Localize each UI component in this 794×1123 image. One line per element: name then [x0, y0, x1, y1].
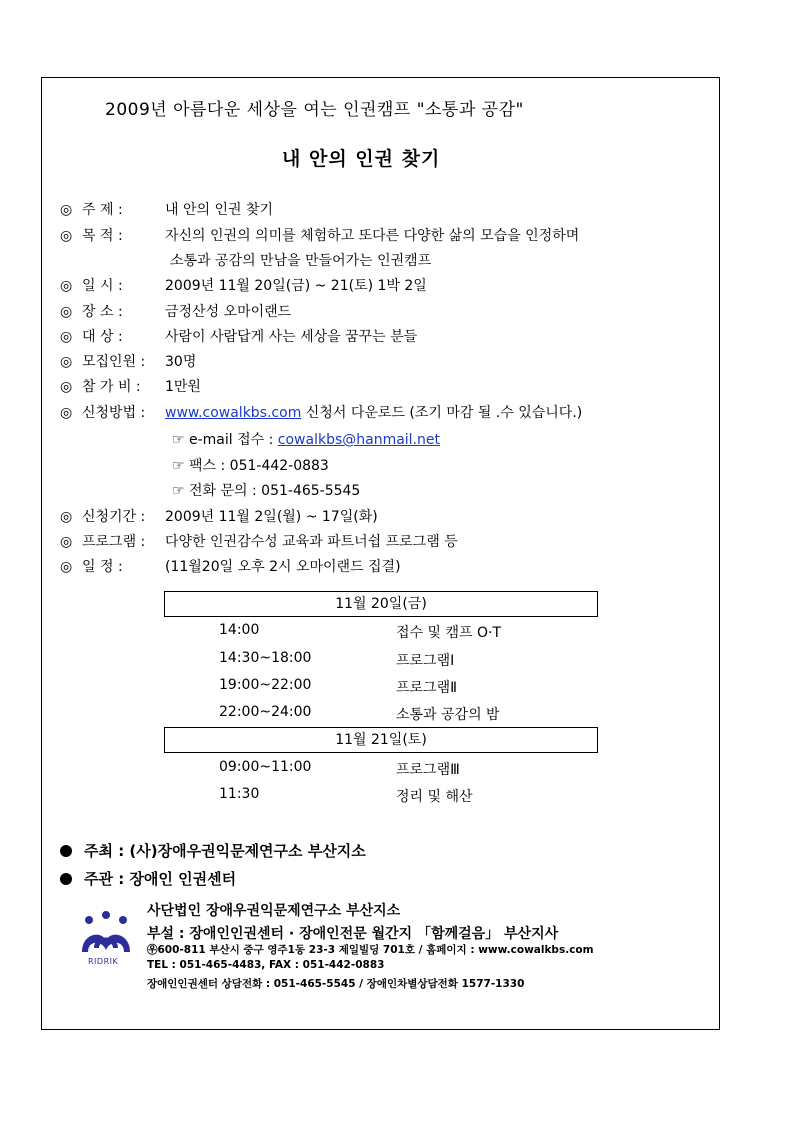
email-link[interactable]: cowalkbs@hanmail.net: [277, 432, 440, 448]
bullet-dot-icon: [60, 845, 72, 857]
info-value: 다양한 인권감수성 교육과 파트너쉽 프로그램 등: [165, 534, 458, 550]
bullet-marker: ◎: [60, 278, 73, 294]
bullet-marker: ◎: [60, 228, 73, 244]
info-value: (11월20일 오후 2시 오마이랜드 집결): [165, 559, 401, 575]
phone-row: ☞ 전화 문의 : 051-465-5545: [172, 483, 361, 499]
schedule-event: 정리 및 해산: [396, 789, 473, 805]
bullet-marker: ◎: [60, 202, 73, 218]
schedule-time: 09:00~11:00: [219, 759, 312, 775]
organizer-text: 주최 : (사)장애우권익문제연구소 부산지소: [84, 842, 366, 860]
ridrik-logo: [80, 910, 132, 970]
bullet-dot-icon: [60, 873, 72, 885]
info-label: 장 소 :: [82, 304, 123, 320]
info-row-capacity: [60, 352, 196, 372]
schedule-time: 14:00: [219, 622, 260, 638]
logo-text: RIDRIK: [88, 957, 119, 966]
info-label: 대 상 :: [82, 329, 123, 345]
schedule-time: 11:30: [219, 786, 260, 802]
info-row-apply: [60, 403, 582, 423]
schedule-time: 22:00~24:00: [219, 704, 312, 720]
info-row-purpose-cont: [60, 251, 431, 271]
apply-note: 신청서 다운로드 (조기 마감 될 .수 있습니다.): [301, 405, 583, 421]
org-address: ㉾600-811 부산시 중구 영주1동 23-3 제일빌딩 701호 / 홈페이지 : www.cowalkbs.com: [147, 944, 594, 956]
website-link[interactable]: www.cowalkbs.com: [165, 405, 302, 421]
info-value: 자신의 인권의 의미를 체험하고 또다른 다양한 삶의 모습을 인정하며: [165, 228, 580, 244]
organizer-line: [60, 840, 366, 861]
info-label: 목 적 :: [82, 228, 123, 244]
camp-title: 2009년 아름다운 세상을 여는 인권캠프 "소통과 공감": [105, 100, 524, 120]
schedule-event: 프로그램Ⅲ: [396, 762, 460, 778]
info-value: 내 안의 인권 찾기: [165, 202, 274, 218]
info-label: 프로그램 :: [82, 534, 146, 550]
info-row-program: [60, 532, 458, 552]
bullet-marker: ◎: [60, 534, 73, 550]
info-label: 신청방법 :: [82, 405, 146, 421]
info-row-target: [60, 327, 417, 347]
info-value: 금정산성 오마이랜드: [165, 304, 292, 320]
info-row-theme: [60, 200, 273, 220]
info-value: 1만원: [165, 379, 201, 395]
info-label: 모집인원 :: [82, 354, 146, 370]
org-affiliates: 부설 : 장애인인권센터 · 장애인전문 월간지 「함께걸음」 부산지사: [147, 926, 559, 942]
org-counsel: 장애인인권센터 상담전화 : 051-465-5545 / 장애인차별상담전화 1577-1330: [147, 978, 525, 990]
org-tel: TEL : 051-465-4483, FAX : 051-442-0883: [147, 959, 385, 971]
info-row-schedule: [60, 557, 401, 577]
bullet-marker: ◎: [60, 304, 73, 320]
info-label: 참 가 비 :: [82, 379, 141, 395]
org-name: 사단법인 장애우권익문제연구소 부산지소: [147, 903, 401, 919]
schedule-event: 프로그램Ⅰ: [396, 653, 455, 669]
info-label: 일 정 :: [82, 559, 123, 575]
schedule-time: 14:30~18:00: [219, 650, 312, 666]
schedule-event: 프로그램Ⅱ: [396, 680, 457, 696]
info-row-fee: [60, 377, 201, 397]
bullet-marker: ◎: [60, 405, 73, 421]
email-row: [172, 430, 440, 450]
info-value: 사람이 사람답게 사는 세상을 꿈꾸는 분들: [165, 329, 418, 345]
info-value: 2009년 11월 2일(월) ~ 17일(화): [165, 509, 378, 525]
day2-header: 11월 21일(토): [164, 727, 598, 753]
fax-row: ☞ 팩스 : 051-442-0883: [172, 458, 329, 474]
info-value: 2009년 11월 20일(금) ~ 21(토) 1박 2일: [165, 278, 427, 294]
page-title: 내 안의 인권 찾기: [282, 148, 441, 170]
day1-header: 11월 20일(금): [164, 591, 598, 617]
bullet-marker: ◎: [60, 559, 73, 575]
schedule-event: 소통과 공감의 밤: [396, 707, 500, 723]
info-row-date: [60, 276, 427, 296]
info-label: 주 제 :: [82, 202, 123, 218]
manager-text: 주관 : 장애인 인권센터: [84, 870, 237, 888]
email-label: ☞ e-mail 접수 :: [172, 432, 278, 448]
schedule-time: 19:00~22:00: [219, 677, 312, 693]
bullet-marker: ◎: [60, 329, 73, 345]
info-value: 소통과 공감의 만남을 만들어가는 인권캠프: [170, 253, 432, 269]
bullet-marker: ◎: [60, 509, 73, 525]
schedule-event: 접수 및 캠프 O·T: [396, 625, 501, 641]
bullet-marker: ◎: [60, 379, 73, 395]
manager-line: [60, 868, 236, 889]
info-value: 30명: [165, 354, 197, 370]
info-label: 일 시 :: [82, 278, 123, 294]
info-row-period: [60, 507, 378, 527]
info-row-purpose: [60, 226, 579, 246]
bullet-marker: ◎: [60, 354, 73, 370]
info-row-place: [60, 302, 291, 322]
info-label: 신청기간 :: [82, 509, 146, 525]
